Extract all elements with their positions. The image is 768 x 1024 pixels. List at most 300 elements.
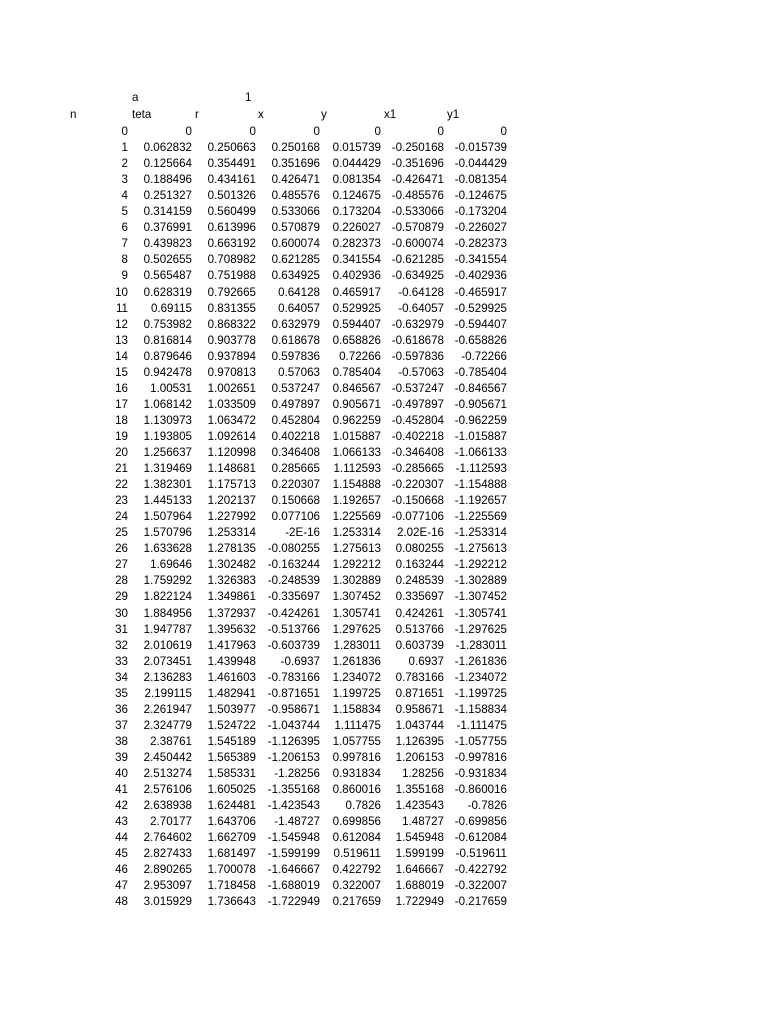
- table-row: [0, 557, 768, 573]
- cell-y1: -0.7826: [467, 799, 507, 813]
- cell-n: 36: [115, 702, 128, 716]
- cell-r: 1.503977: [207, 702, 256, 716]
- cell-x1: 0.958671: [395, 702, 444, 716]
- cell-r: 1.372937: [207, 606, 256, 620]
- cell-x1: 1.722949: [395, 895, 444, 909]
- cell-r: 0.751988: [207, 269, 256, 283]
- cell-n: 15: [115, 365, 128, 379]
- cell-teta: 1.69646: [150, 558, 192, 572]
- cell-x1: -0.57063: [398, 365, 444, 379]
- cell-x1: -0.351696: [391, 157, 444, 171]
- cell-r: 1.063472: [207, 413, 256, 427]
- cell-r: 1.545189: [207, 734, 256, 748]
- cell-x1: 0.871651: [395, 686, 444, 700]
- cell-r: 0.708982: [207, 253, 256, 267]
- cell-y: 1.275613: [332, 542, 381, 556]
- cell-y: 0.594407: [332, 317, 381, 331]
- cell-teta: 1.193805: [143, 429, 192, 443]
- cell-teta: 0.565487: [143, 269, 192, 283]
- cell-x: 0.497897: [271, 397, 320, 411]
- cell-y1: -0.173204: [454, 205, 507, 219]
- cell-y1: -1.225569: [454, 510, 507, 524]
- cell-y: 0.226027: [332, 221, 381, 235]
- cell-x1: 1.545948: [395, 831, 444, 845]
- cell-r: 1.349861: [207, 590, 256, 604]
- cell-teta: 2.073451: [143, 654, 192, 668]
- cell-y1: -0.699856: [454, 815, 507, 829]
- cell-y: 0.612084: [332, 831, 381, 845]
- cell-teta: 2.576106: [143, 783, 192, 797]
- cell-y1: -1.066133: [454, 446, 507, 459]
- cell-y1: -0.72266: [461, 349, 507, 363]
- cell-y: 1.192657: [332, 494, 381, 508]
- cell-x: -0.163244: [267, 558, 320, 572]
- cell-y: 1.261836: [332, 654, 381, 668]
- cell-x: 0.346408: [271, 446, 320, 459]
- cell-teta: 0.69115: [150, 301, 192, 315]
- cell-y1: -0.846567: [454, 381, 507, 395]
- cell-r: 1.736643: [207, 895, 256, 909]
- cell-y: 1.199725: [332, 686, 381, 700]
- cell-r: 1.278135: [207, 542, 256, 556]
- header-r: r: [195, 108, 199, 121]
- cell-teta: 1.822124: [143, 590, 192, 604]
- cell-x1: -0.570879: [391, 221, 444, 235]
- cell-x: 0.150668: [271, 494, 320, 508]
- table-row: [0, 301, 768, 317]
- cell-x1: -0.537247: [391, 381, 444, 395]
- cell-x1: -0.402218: [391, 429, 444, 443]
- cell-y: 0.785404: [332, 365, 381, 379]
- cell-x: -0.783166: [267, 670, 320, 684]
- table-row: [0, 541, 768, 557]
- cell-y: 1.283011: [333, 638, 381, 652]
- cell-x1: -0.285665: [391, 462, 444, 476]
- cell-teta: 1.947787: [143, 622, 192, 636]
- cell-x: 0.618678: [271, 333, 320, 347]
- cell-y: 0.402936: [332, 269, 381, 283]
- header-x: x: [258, 108, 264, 121]
- cell-x1: 1.688019: [395, 879, 444, 893]
- cell-x: 0.285665: [271, 462, 320, 476]
- table-row: [0, 814, 768, 830]
- cell-y: 0.905671: [332, 397, 381, 411]
- cell-x1: 1.48727: [402, 815, 444, 829]
- cell-x: 0.64128: [278, 285, 320, 299]
- cell-teta: 0: [185, 125, 192, 138]
- cell-n: 34: [115, 670, 128, 684]
- cell-y1: -0.997816: [454, 750, 507, 764]
- cell-x1: -0.426471: [391, 173, 444, 187]
- cell-x: -1.646667: [267, 863, 320, 877]
- cell-teta: 2.261947: [143, 702, 192, 716]
- cell-x: -0.958671: [267, 702, 320, 716]
- cell-x: 0.632979: [271, 317, 320, 331]
- cell-y1: -0.044429: [454, 157, 507, 171]
- cell-teta: 0.628319: [143, 285, 192, 299]
- cell-r: 1.302482: [207, 558, 256, 572]
- cell-x: 0.621285: [271, 253, 320, 267]
- cell-x: -1.545948: [267, 831, 320, 845]
- table-row: [0, 702, 768, 718]
- table-row: [0, 236, 768, 252]
- cell-x: 0.402218: [271, 429, 320, 443]
- cell-x: -0.335697: [267, 590, 320, 604]
- cell-y: 0.658826: [332, 333, 381, 347]
- cell-y: 0.962259: [332, 413, 381, 427]
- cell-x: 0.634925: [271, 269, 320, 283]
- table-row: [0, 220, 768, 236]
- cell-y1: -1.253314: [454, 526, 507, 540]
- cell-n: 4: [121, 189, 128, 203]
- cell-n: 19: [115, 429, 128, 443]
- cell-x: -0.871651: [267, 686, 320, 700]
- cell-x1: -0.150668: [391, 494, 444, 508]
- cell-x1: -0.600074: [391, 237, 444, 251]
- cell-y1: -0.217659: [454, 895, 507, 909]
- cell-x: 0.570879: [271, 221, 320, 235]
- cell-x1: -0.533066: [391, 205, 444, 219]
- cell-n: 18: [115, 413, 128, 427]
- cell-teta: 1.382301: [143, 478, 192, 492]
- table-row: [0, 686, 768, 702]
- cell-y1: -1.297625: [454, 622, 507, 636]
- cell-y1: -0.322007: [454, 879, 507, 893]
- table-row: [0, 638, 768, 654]
- cell-n: 10: [115, 285, 128, 299]
- cell-x1: 1.126395: [395, 734, 444, 748]
- cell-x1: -0.618678: [391, 333, 444, 347]
- table-row: [0, 413, 768, 429]
- cell-n: 27: [115, 558, 128, 572]
- header-y: y: [321, 108, 327, 121]
- cell-y: 0: [374, 125, 381, 138]
- table-row: [0, 525, 768, 541]
- table-row: [0, 333, 768, 349]
- cell-n: 31: [115, 622, 128, 636]
- cell-y1: 0: [500, 125, 507, 138]
- table-row: [0, 622, 768, 638]
- table-row: [0, 381, 768, 397]
- cell-x: -1.688019: [267, 879, 320, 893]
- cell-r: 1.002651: [207, 381, 256, 395]
- cell-n: 28: [115, 574, 128, 588]
- cell-y: 1.111475: [334, 718, 381, 732]
- cell-n: 46: [115, 863, 128, 877]
- cell-y: 0.7826: [345, 799, 381, 813]
- cell-x1: 0.163244: [395, 558, 444, 572]
- table-row: [0, 878, 768, 894]
- cell-x: 0.64057: [278, 301, 320, 315]
- cell-x: 0.426471: [271, 173, 320, 187]
- cell-y1: -1.292212: [454, 558, 507, 572]
- header-teta: teta: [132, 108, 152, 121]
- cell-x1: 0.783166: [395, 670, 444, 684]
- cell-r: 0.434161: [207, 173, 256, 187]
- cell-r: 1.092614: [207, 429, 256, 443]
- table-row: [0, 445, 768, 461]
- cell-y: 1.057755: [332, 734, 381, 748]
- cell-r: 1.202137: [207, 494, 256, 508]
- cell-x: -0.603739: [267, 638, 320, 652]
- cell-n: 5: [121, 205, 128, 219]
- cell-teta: 2.953097: [143, 879, 192, 893]
- cell-x: 0.250168: [271, 141, 320, 155]
- table-row: [0, 573, 768, 589]
- cell-y: 1.154888: [332, 478, 381, 492]
- table-row: [0, 124, 768, 140]
- cell-x: 0: [313, 125, 320, 138]
- cell-x1: -0.346408: [391, 446, 444, 459]
- table-row: [0, 894, 768, 910]
- cell-y1: -0.402936: [454, 269, 507, 283]
- cell-y: 0.173204: [332, 205, 381, 219]
- cell-teta: 1.256637: [143, 446, 192, 459]
- cell-y1: -0.905671: [454, 397, 507, 411]
- table-row: [0, 750, 768, 766]
- cell-y1: -0.341554: [454, 253, 507, 267]
- cell-r: 1.439948: [207, 654, 256, 668]
- cell-y: 0.465917: [332, 285, 381, 299]
- cell-x: -0.424261: [267, 606, 320, 620]
- cell-n: 13: [115, 333, 128, 347]
- cell-y: 0.846567: [332, 381, 381, 395]
- table-row: [0, 862, 768, 878]
- cell-y1: -0.962259: [454, 413, 507, 427]
- cell-y: 1.158834: [332, 702, 381, 716]
- cell-y1: -1.302889: [454, 574, 507, 588]
- cell-y1: -1.275613: [454, 542, 507, 556]
- cell-x: 0.57063: [278, 365, 320, 379]
- table-row: [0, 397, 768, 413]
- table-row: [0, 140, 768, 156]
- cell-r: 1.662709: [207, 831, 256, 845]
- cell-r: 1.643706: [207, 815, 256, 829]
- cell-y1: -0.860016: [454, 783, 507, 797]
- cell-y1: -1.199725: [454, 686, 507, 700]
- cell-r: 1.227992: [207, 510, 256, 524]
- cell-teta: 0.942478: [143, 365, 192, 379]
- table-row: [0, 429, 768, 445]
- cell-teta: 2.010619: [143, 638, 192, 652]
- cell-teta: 0.753982: [143, 317, 192, 331]
- cell-teta: 3.015929: [143, 895, 192, 909]
- cell-x1: 1.355168: [395, 783, 444, 797]
- cell-teta: 1.00531: [150, 381, 192, 395]
- cell-y1: -1.015887: [454, 429, 507, 443]
- cell-y: 1.234072: [332, 670, 381, 684]
- cell-r: 1.033509: [207, 397, 256, 411]
- cell-y1: -0.081354: [454, 173, 507, 187]
- cell-n: 43: [115, 815, 128, 829]
- cell-n: 25: [115, 526, 128, 540]
- cell-x: -1.28256: [274, 767, 320, 780]
- cell-y: 1.015887: [332, 429, 381, 443]
- cell-teta: 1.445133: [143, 494, 192, 508]
- cell-n: 33: [115, 654, 128, 668]
- cell-y: 0.931834: [332, 767, 381, 780]
- cell-y1: -0.658826: [454, 333, 507, 347]
- cell-y: 1.297625: [332, 622, 381, 636]
- table-row: [0, 830, 768, 846]
- cell-x1: -0.621285: [391, 253, 444, 267]
- cell-x: -1.126395: [267, 734, 320, 748]
- cell-x1: -0.220307: [391, 478, 444, 492]
- cell-n: 22: [115, 478, 128, 492]
- cell-x1: -0.64057: [398, 301, 444, 315]
- cell-teta: 2.513274: [143, 767, 192, 780]
- table-row: [0, 493, 768, 509]
- cell-n: 6: [121, 221, 128, 235]
- cell-y: 1.292212: [332, 558, 381, 572]
- table-row: [0, 461, 768, 477]
- cell-x1: -0.64128: [398, 285, 444, 299]
- cell-n: 0: [121, 125, 128, 138]
- cell-teta: 2.638938: [143, 799, 192, 813]
- table-row: [0, 349, 768, 365]
- cell-y1: -1.192657: [454, 494, 507, 508]
- cell-n: 35: [115, 686, 128, 700]
- cell-r: 1.482941: [207, 686, 256, 700]
- table-row: [0, 285, 768, 301]
- cell-r: 0.250663: [207, 141, 256, 155]
- cell-teta: 1.884956: [143, 606, 192, 620]
- cell-y: 1.305741: [332, 606, 381, 620]
- cell-n: 41: [115, 783, 128, 797]
- cell-x1: 0.6937: [408, 654, 444, 668]
- cell-y: 1.225569: [332, 510, 381, 524]
- cell-x: 0.600074: [271, 237, 320, 251]
- cell-r: 0.501326: [207, 189, 256, 203]
- cell-x1: 0.335697: [395, 590, 444, 604]
- cell-n: 47: [115, 879, 128, 893]
- cell-r: 0.613996: [207, 221, 256, 235]
- cell-y1: -0.465917: [454, 285, 507, 299]
- cell-x: -1.043744: [267, 718, 320, 732]
- cell-n: 12: [115, 317, 128, 331]
- cell-n: 14: [115, 349, 128, 363]
- cell-n: 39: [115, 750, 128, 764]
- cell-r: 1.253314: [207, 526, 256, 540]
- cell-x1: -0.485576: [391, 189, 444, 203]
- cell-x1: 1.599199: [395, 847, 444, 861]
- cell-x1: -0.077106: [391, 510, 444, 524]
- cell-teta: 2.764602: [143, 831, 192, 845]
- cell-n: 40: [115, 767, 128, 780]
- cell-teta: 2.827433: [143, 847, 192, 861]
- cell-x1: -0.250168: [391, 141, 444, 155]
- cell-r: 0.792665: [207, 285, 256, 299]
- cell-teta: 2.890265: [143, 863, 192, 877]
- cell-n: 7: [121, 237, 128, 251]
- cell-r: 0.560499: [207, 205, 256, 219]
- table-row: [0, 477, 768, 493]
- table-row: [0, 365, 768, 381]
- cell-y1: -1.307452: [454, 590, 507, 604]
- table-row: [0, 766, 768, 782]
- cell-r: 1.120998: [207, 446, 256, 459]
- cell-x: 0.533066: [271, 205, 320, 219]
- cell-r: 1.718458: [207, 879, 256, 893]
- cell-y: 0.217659: [332, 895, 381, 909]
- cell-r: 1.605025: [207, 783, 256, 797]
- cell-r: 0.663192: [207, 237, 256, 251]
- cell-n: 3: [121, 173, 128, 187]
- cell-teta: 0.439823: [143, 237, 192, 251]
- header-y1: y1: [447, 108, 460, 121]
- cell-teta: 2.38761: [150, 734, 192, 748]
- cell-y: 1.307452: [332, 590, 381, 604]
- cell-x1: 0: [437, 125, 444, 138]
- cell-r: 1.681497: [207, 847, 256, 861]
- table-row: [0, 204, 768, 220]
- cell-x: -2E-16: [285, 526, 320, 540]
- cell-y1: -0.282373: [454, 237, 507, 251]
- table-row: [0, 846, 768, 862]
- cell-y: 1.066133: [332, 446, 381, 459]
- cell-y1: -0.594407: [454, 317, 507, 331]
- cell-n: 21: [115, 462, 128, 476]
- cell-x: 0.485576: [271, 189, 320, 203]
- cell-n: 11: [115, 301, 128, 315]
- table-row: [0, 589, 768, 605]
- cell-n: 1: [121, 141, 128, 155]
- cell-x: -1.48727: [274, 815, 320, 829]
- cell-teta: 1.130973: [143, 413, 192, 427]
- cell-r: 1.148681: [207, 462, 256, 476]
- cell-n: 2: [121, 157, 128, 171]
- cell-y1: -1.158834: [454, 702, 507, 716]
- cell-teta: 0.502655: [143, 253, 192, 267]
- cell-teta: 2.70177: [150, 815, 192, 829]
- cell-x: -1.722949: [267, 895, 320, 909]
- cell-y: 0.341554: [332, 253, 381, 267]
- cell-teta: 0.314159: [143, 205, 192, 219]
- table-row: [0, 782, 768, 798]
- cell-y: 1.253314: [332, 526, 381, 540]
- table-row: [0, 654, 768, 670]
- cell-y: 0.124675: [332, 189, 381, 203]
- table-row: [0, 172, 768, 188]
- table-row: [0, 670, 768, 686]
- cell-x1: 1.28256: [402, 767, 444, 780]
- cell-x1: 0.603739: [395, 638, 444, 652]
- cell-y1: -1.261836: [454, 654, 507, 668]
- cell-n: 9: [121, 269, 128, 283]
- cell-n: 37: [115, 718, 128, 732]
- cell-n: 8: [121, 253, 128, 267]
- cell-teta: 1.068142: [143, 397, 192, 411]
- cell-y: 0.044429: [332, 157, 381, 171]
- cell-y: 0.422792: [332, 863, 381, 877]
- cell-y1: -0.422792: [454, 863, 507, 877]
- cell-y: 0.529925: [332, 301, 381, 315]
- table-row: [0, 156, 768, 172]
- cell-r: 1.175713: [207, 478, 256, 492]
- cell-y: 1.302889: [332, 574, 381, 588]
- cell-n: 48: [115, 895, 128, 909]
- cell-y1: -1.305741: [454, 606, 507, 620]
- cell-r: 1.565389: [207, 750, 256, 764]
- header-x1: x1: [384, 108, 397, 121]
- cell-y1: -1.234072: [454, 670, 507, 684]
- cell-y: 0.72266: [339, 349, 381, 363]
- cell-y: 0.282373: [332, 237, 381, 251]
- cell-y1: -1.154888: [454, 478, 507, 492]
- cell-x: 0.220307: [271, 478, 320, 492]
- cell-x1: -0.597836: [391, 349, 444, 363]
- cell-n: 17: [115, 397, 128, 411]
